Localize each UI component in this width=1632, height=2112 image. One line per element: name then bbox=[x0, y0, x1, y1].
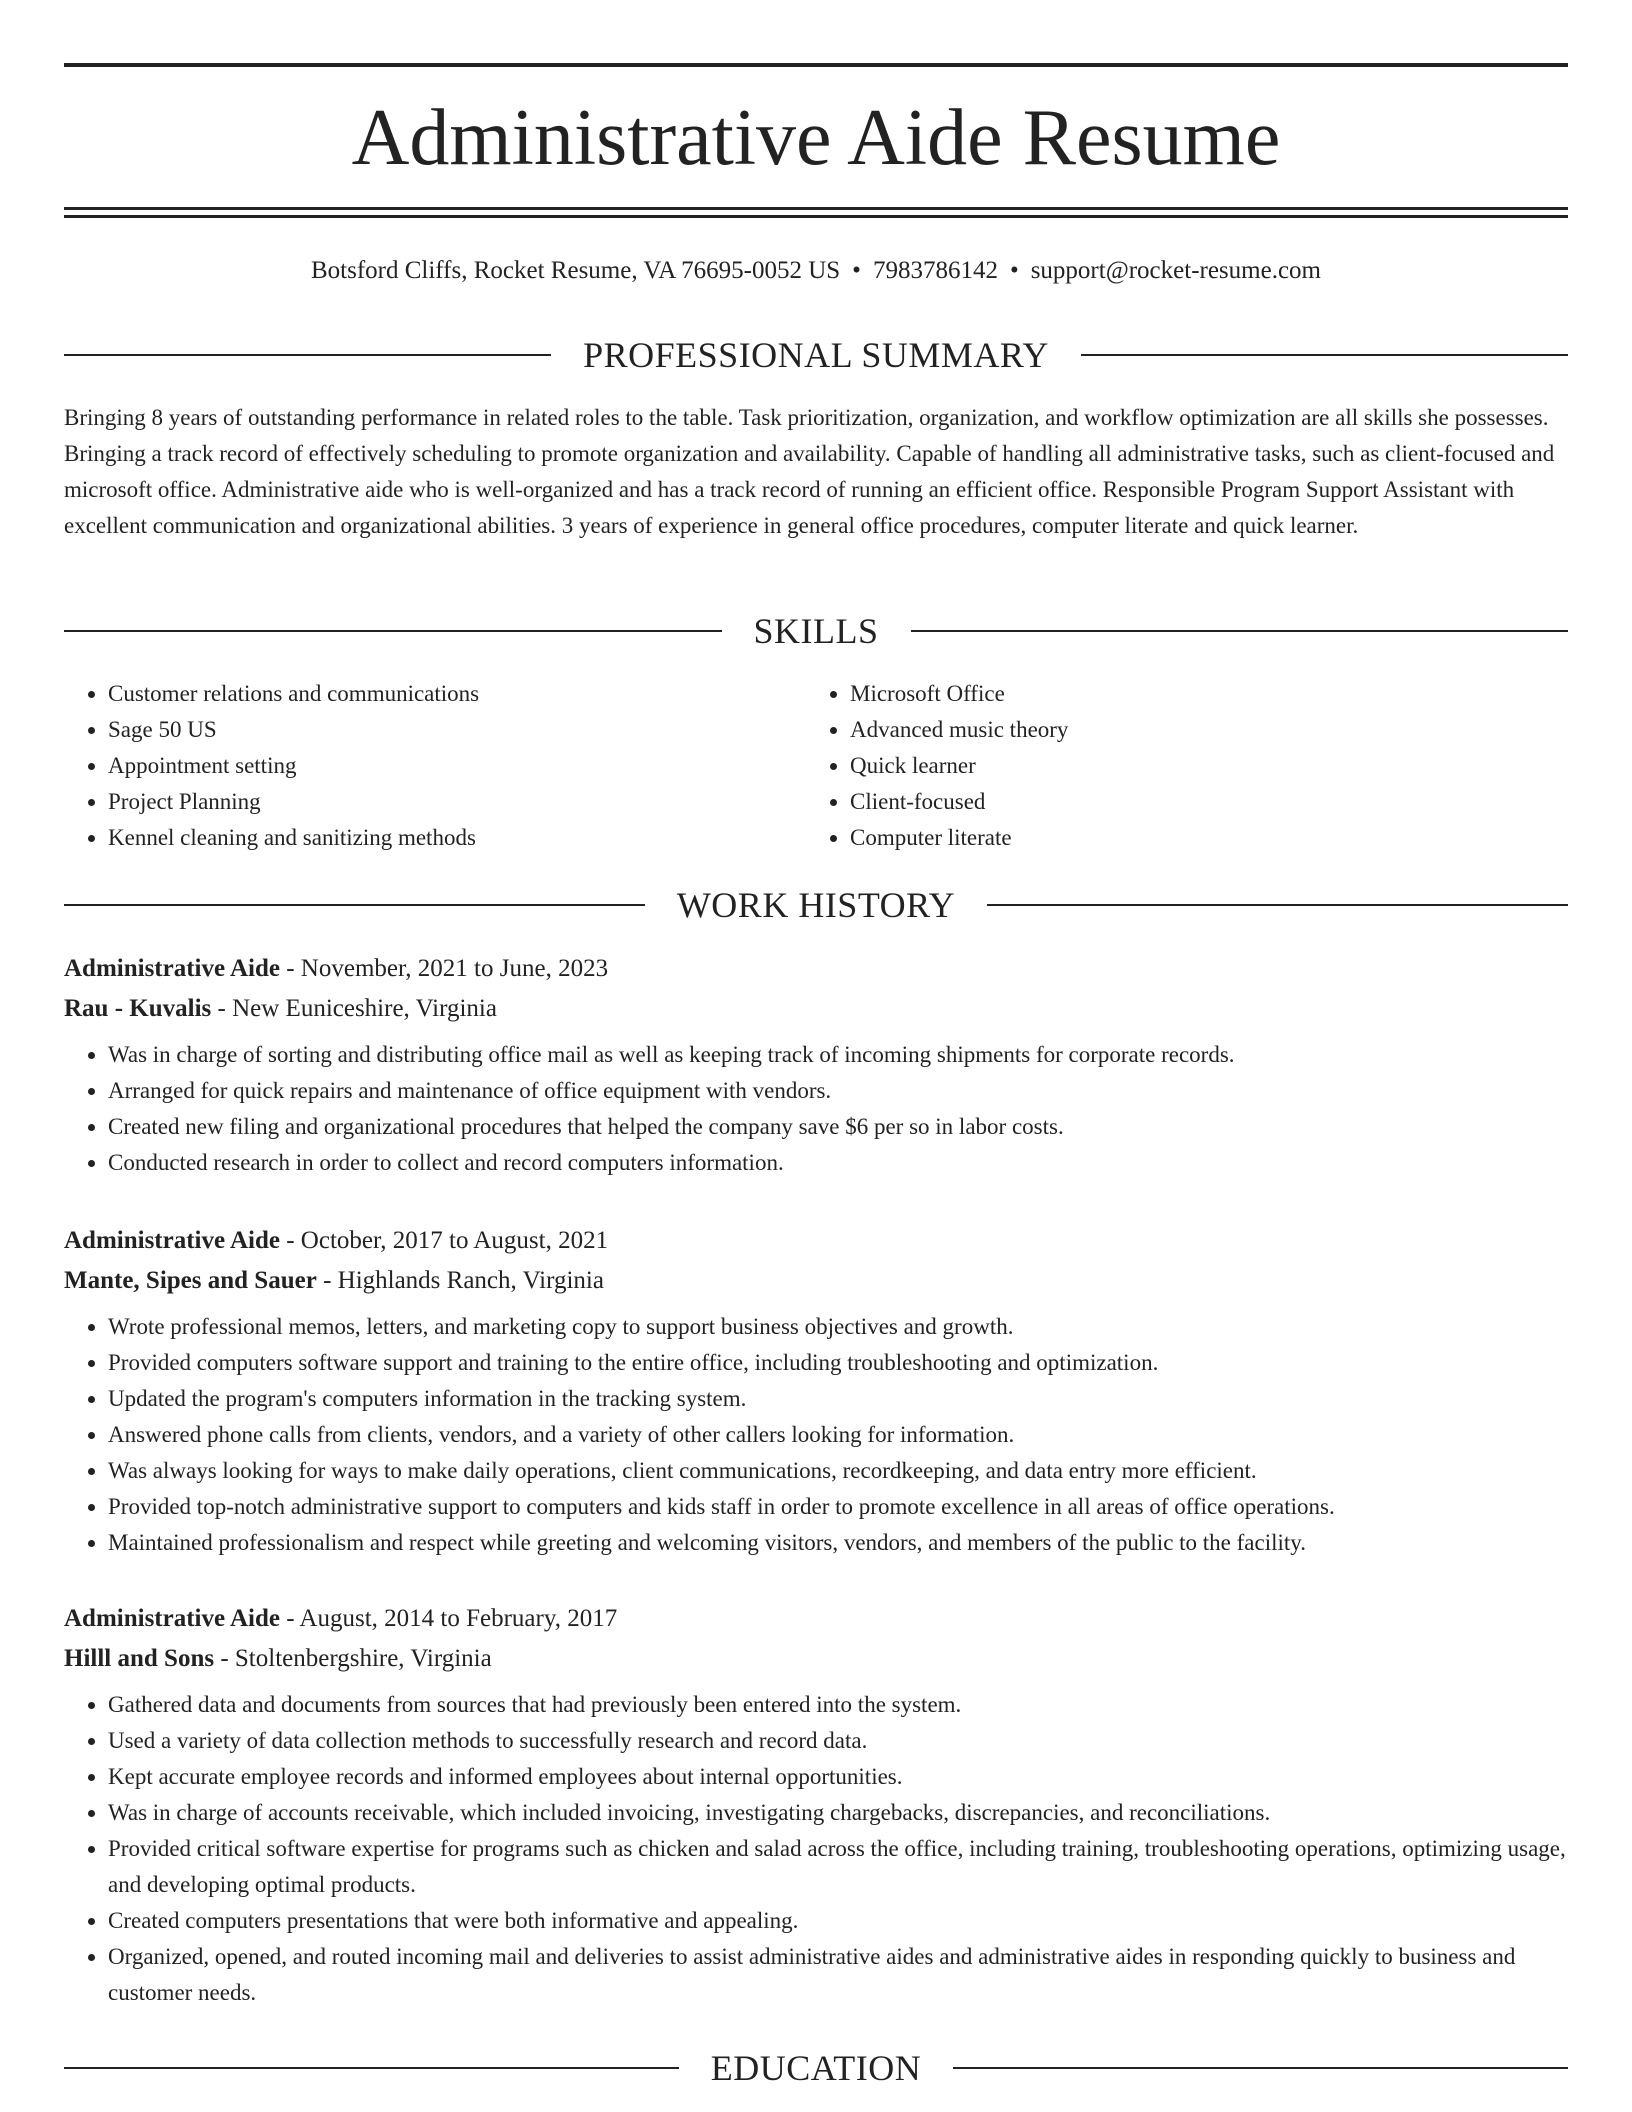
job-bullet: • Created computers presentations that were both informative and appealing. bbox=[108, 1903, 1574, 1939]
job-bullet: • Was always looking for ways to make daily operations, client communications, recordkeeping, and data entry more efficient. bbox=[108, 1453, 1574, 1489]
job-location: - Stoltenbergshire, Virginia bbox=[214, 1645, 492, 1672]
job-title-line bbox=[64, 949, 1574, 989]
skill-item: • Sage 50 US bbox=[108, 712, 798, 748]
contact-separator: • bbox=[1009, 257, 1019, 284]
contact-line bbox=[64, 254, 1568, 288]
job-bullet: • Was in charge of accounts receivable, which included invoicing, investigating chargebacks, discrepancies, and reconciliations. bbox=[108, 1795, 1574, 1831]
job-bullet: • Created new filing and organizational procedures that helped the company save $6 per so in labor costs. bbox=[108, 1109, 1574, 1145]
section-header-education bbox=[64, 2046, 1568, 2090]
job-bullet: • Updated the program's computers information in the tracking system. bbox=[108, 1381, 1574, 1417]
job-title: Administrative Aide bbox=[64, 1227, 280, 1254]
section-rule-left bbox=[64, 354, 551, 356]
job-bullet: • Arranged for quick repairs and maintenance of office equipment with vendors. bbox=[108, 1073, 1574, 1109]
header-top-rule bbox=[64, 63, 1568, 67]
section-title-skills: SKILLS bbox=[753, 611, 879, 651]
summary-text: Bringing 8 years of outstanding performance in related roles to the table. Task prioritization, organization, and workflow optimization are all skills she possesses. Bringing a track record of effectively scheduling to promote organization and availability. Capable of handling all administrative tasks, such as client-focused and microsoft office. Administrative aide who is well-organized and has a track record of running an efficient office. Responsible Program Support Assistant with excellent communication and organizational abilities. 3 years of experience in general office procedures, computer literate and quick learner. bbox=[64, 405, 1555, 538]
job-bullet: • Provided computers software support and training to the entire office, including troubleshooting and optimization. bbox=[108, 1345, 1574, 1381]
skill-item: • Project Planning bbox=[108, 784, 798, 820]
job-dates: - August, 2014 to February, 2017 bbox=[279, 1605, 618, 1632]
job-company-line bbox=[64, 1639, 1574, 1679]
skills-list-left bbox=[64, 676, 798, 856]
header-double-rule-top bbox=[64, 207, 1568, 210]
job-bullet: • Gathered data and documents from sources that had previously been entered into the system. bbox=[108, 1687, 1574, 1723]
job-bullet: • Kept accurate employee records and informed employees about internal opportunities. bbox=[108, 1759, 1574, 1795]
job-company: Mante, Sipes and Sauer bbox=[64, 1267, 317, 1294]
job-bullet: • Maintained professionalism and respect while greeting and welcoming visitors, vendors, and members of the public to the facility. bbox=[108, 1525, 1574, 1561]
skill-item: • Microsoft Office bbox=[850, 676, 1550, 712]
job-bullet: • Provided top-notch administrative support to computers and kids staff in order to promote excellence in all areas of office operations. bbox=[108, 1489, 1574, 1525]
job-title: Administrative Aide bbox=[64, 1605, 280, 1632]
job-bullet: • Used a variety of data collection methods to successfully research and record data. bbox=[108, 1723, 1574, 1759]
section-rule-right bbox=[911, 630, 1569, 632]
job-bullets bbox=[64, 1309, 1574, 1561]
section-header-work-history bbox=[64, 883, 1568, 927]
skill-item: • Quick learner bbox=[850, 748, 1550, 784]
header-double-rule-bottom bbox=[64, 215, 1568, 218]
job-entry bbox=[64, 1599, 1574, 2011]
job-title: Administrative Aide bbox=[64, 955, 280, 982]
job-location: - Highlands Ranch, Virginia bbox=[316, 1267, 604, 1294]
job-bullets bbox=[64, 1687, 1574, 2011]
job-bullet: • Provided critical software expertise for programs such as chicken and salad across the office, including training, troubleshooting operations, optimizing usage, and developing optimal products. bbox=[108, 1831, 1574, 1903]
job-company-line bbox=[64, 1261, 1574, 1301]
job-bullet: • Wrote professional memos, letters, and marketing copy to support business objectives and growth. bbox=[108, 1309, 1574, 1345]
job-dates: - October, 2017 to August, 2021 bbox=[279, 1227, 609, 1254]
section-rule-right bbox=[953, 2067, 1568, 2069]
contact-email: support@rocket-resume.com bbox=[1030, 257, 1321, 284]
job-dates: - November, 2021 to June, 2023 bbox=[279, 955, 609, 982]
section-rule-left bbox=[64, 904, 645, 906]
skill-item: • Customer relations and communications bbox=[108, 676, 798, 712]
section-rule-right bbox=[1081, 354, 1568, 356]
job-bullets bbox=[64, 1037, 1574, 1181]
section-rule-left bbox=[64, 630, 722, 632]
skill-item: • Kennel cleaning and sanitizing methods bbox=[108, 820, 798, 856]
skill-item: • Computer literate bbox=[850, 820, 1550, 856]
section-rule-left bbox=[64, 2067, 679, 2069]
job-bullet: • Answered phone calls from clients, vendors, and a variety of other callers looking for information. bbox=[108, 1417, 1574, 1453]
skill-item: • Client-focused bbox=[850, 784, 1550, 820]
job-title-line bbox=[64, 1599, 1574, 1639]
section-header-skills bbox=[64, 609, 1568, 653]
job-entry bbox=[64, 1221, 1574, 1561]
contact-address: Botsford Cliffs, Rocket Resume, VA 76695-0052 US bbox=[310, 257, 841, 284]
job-company-line bbox=[64, 989, 1574, 1029]
job-company: Rau - Kuvalis bbox=[64, 995, 212, 1022]
section-title-work-history: WORK HISTORY bbox=[676, 885, 956, 925]
section-title-education: EDUCATION bbox=[710, 2048, 922, 2088]
skill-item: • Advanced music theory bbox=[850, 712, 1550, 748]
section-header-summary bbox=[64, 333, 1568, 377]
job-location: - New Euniceshire, Virginia bbox=[211, 995, 497, 1022]
job-bullet: • Was in charge of sorting and distributing office mail as well as keeping track of incoming shipments for corporate records. bbox=[108, 1037, 1574, 1073]
section-title-summary: PROFESSIONAL SUMMARY bbox=[583, 335, 1049, 375]
job-entry bbox=[64, 949, 1574, 1181]
job-bullet: • Organized, opened, and routed incoming mail and deliveries to assist administrative aides and administrative aides in responding quickly to business and customer needs. bbox=[108, 1939, 1574, 2011]
skills-list-right bbox=[806, 676, 1550, 856]
skill-item: • Appointment setting bbox=[108, 748, 798, 784]
job-bullet: • Conducted research in order to collect and record computers information. bbox=[108, 1145, 1574, 1181]
resume-title: Administrative Aide Resume bbox=[351, 94, 1281, 182]
job-company: Hilll and Sons bbox=[64, 1645, 215, 1672]
contact-phone: 7983786142 bbox=[872, 257, 998, 284]
section-rule-right bbox=[987, 904, 1568, 906]
contact-separator: • bbox=[852, 257, 861, 284]
job-title-line bbox=[64, 1221, 1574, 1261]
